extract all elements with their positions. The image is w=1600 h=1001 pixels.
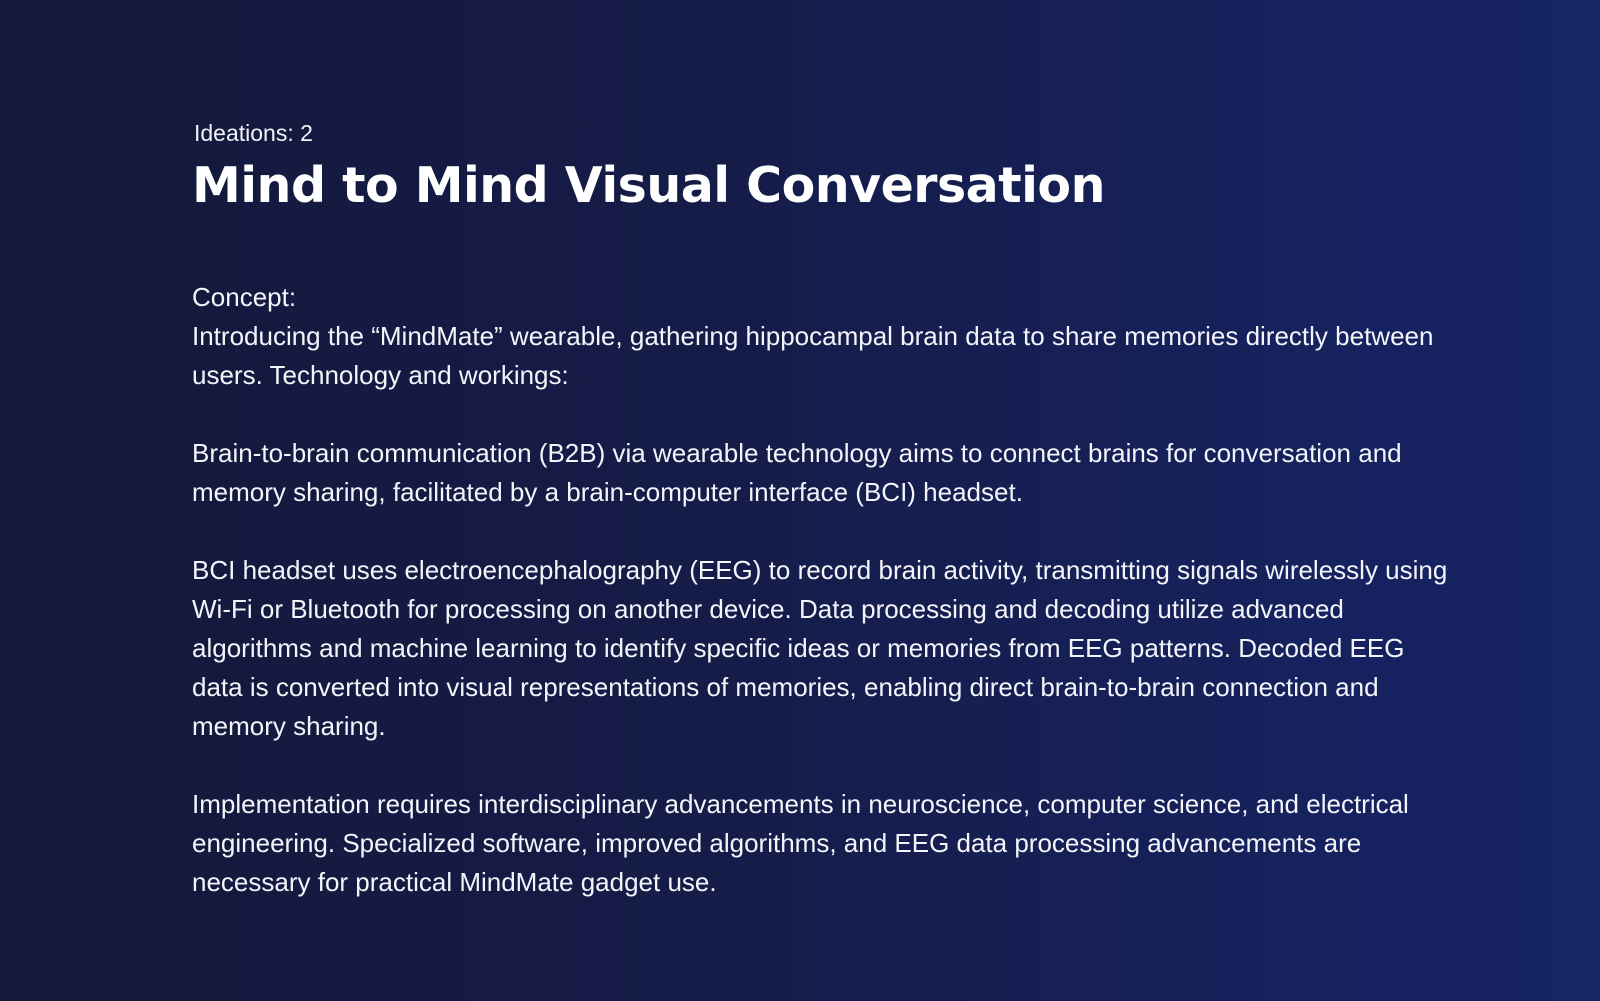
slide-content	[192, 118, 1452, 902]
page-title: Mind to Mind Visual Conversation	[192, 157, 1105, 214]
bci-headset-paragraph: BCI headset uses electroencephalography (EEG) to record brain activity, transmitting signals wirelessly using Wi-Fi or Bluetooth for processing on another device. Data processing and decoding utilize advanced algorithms and machine learning to identify specific ideas or memories from EEG patterns. Decoded EEG data is converted into visual representations of memories, enabling direct brain-to-brain connection and memory sharing.	[192, 555, 1448, 741]
intro-text: Introducing the “MindMate” wearable, gathering hippocampal brain data to share memories directly between users. Technology and workings:	[192, 321, 1434, 390]
concept-heading: Concept:	[192, 282, 297, 312]
concept-paragraph	[192, 278, 1452, 395]
ideation-label: Ideations: 2	[194, 120, 313, 146]
b2b-paragraph: Brain-to-brain communication (B2B) via wearable technology aims to connect brains for conversation and memory sharing, facilitated by a brain-computer interface (BCI) headset.	[192, 438, 1402, 507]
concept-body	[192, 278, 1452, 902]
implementation-paragraph: Implementation requires interdisciplinary advancements in neuroscience, computer science, and electrical engineering. Specialized software, improved algorithms, and EEG data processing advancements are necessary for practical MindMate gadget use.	[192, 789, 1409, 897]
